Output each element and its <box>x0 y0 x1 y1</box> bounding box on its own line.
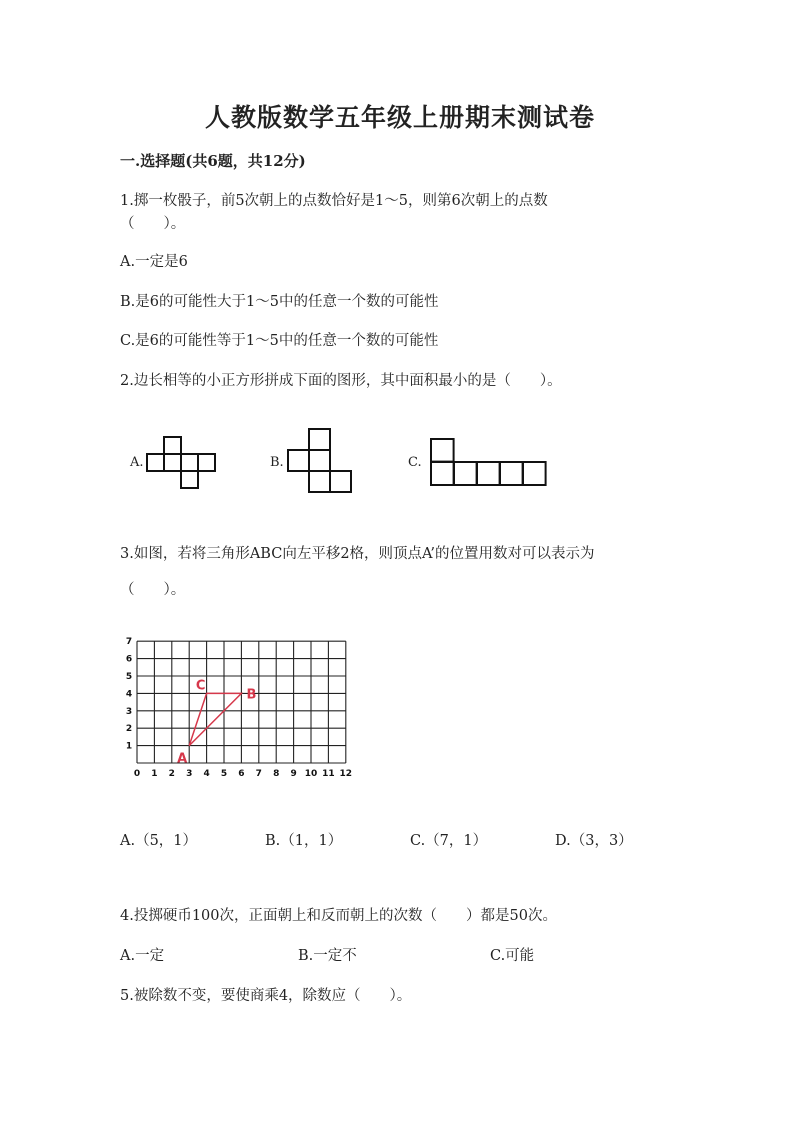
x-tick-label: 6 <box>238 769 245 779</box>
point-label-c: C <box>195 678 206 694</box>
q2-stem: 2.边长相等的小正方形拼成下面的图形，其中面积最小的是（ ）。 <box>120 373 562 389</box>
x-tick-label: 9 <box>290 769 297 779</box>
x-tick-label: 7 <box>255 769 262 779</box>
figure-a <box>147 437 215 488</box>
q5-stem: 5.被除数不变，要使商乘4，除数应（ ）。 <box>120 988 412 1004</box>
point-label-a: A <box>177 751 188 767</box>
x-tick-label: 0 <box>133 769 141 779</box>
q3-option-a: A.（5，1） <box>120 833 198 849</box>
x-tick-label: 3 <box>186 769 193 779</box>
figure-c <box>431 439 546 485</box>
q3-stem-line1: 3.如图，若将三角形ABC向左平移2格，则顶点A’的位置用数对可以表示为 <box>120 546 595 562</box>
x-tick-label: 8 <box>273 769 280 779</box>
x-tick-label: 2 <box>168 769 175 779</box>
section-heading: 一.选择题(共6题，共12分) <box>120 152 306 170</box>
y-tick-label: 5 <box>125 672 133 682</box>
q3-stem-line2: （ ）。 <box>120 582 186 598</box>
q2-label-a: A. <box>130 455 144 470</box>
x-tick-label: 12 <box>339 769 353 779</box>
q2-label-b: B. <box>270 455 284 470</box>
y-tick-label: 4 <box>125 689 133 700</box>
y-tick-label: 1 <box>125 741 133 752</box>
figure-b <box>288 429 351 492</box>
x-tick-label: 10 <box>304 769 318 779</box>
y-tick-label: 2 <box>125 724 133 735</box>
q4-option-b: B.一定不 <box>298 948 357 964</box>
q3-option-d: D.（3，3） <box>555 833 633 849</box>
q4-option-c: C.可能 <box>490 948 535 964</box>
q2-label-c: C. <box>408 455 422 470</box>
page-title: 人教版数学五年级上册期末测试卷 <box>204 103 595 132</box>
q4-option-a: A.一定 <box>120 948 165 964</box>
x-tick-label: 5 <box>220 769 228 779</box>
y-tick-label: 7 <box>125 637 133 648</box>
q1-stem-line2: （ ）。 <box>120 216 186 232</box>
q3-option-c: C.（7，1） <box>410 833 488 849</box>
x-tick-label: 4 <box>203 769 210 779</box>
q1-option-c: C.是6的可能性等于1～5中的任意一个数的可能性 <box>120 333 439 349</box>
y-tick-label: 3 <box>125 706 133 717</box>
q1-stem-line1: 1.掷一枚骰子，前5次朝上的点数恰好是1～5，则第6次朝上的点数 <box>120 193 548 209</box>
q4-stem: 4.投掷硬币100次，正面朝上和反而朝上的次数（ ）都是50次。 <box>120 908 557 924</box>
x-tick-label: 1 <box>151 769 158 779</box>
coordinate-grid-chart <box>110 632 370 792</box>
triangle-abc <box>189 693 241 745</box>
q1-option-b: B.是6的可能性大于1～5中的任意一个数的可能性 <box>120 294 439 310</box>
point-label-b: B <box>246 687 257 703</box>
y-tick-label: 6 <box>125 654 133 665</box>
q1-option-a: A.一定是6 <box>120 254 188 270</box>
x-tick-label: 11 <box>322 769 335 779</box>
q3-option-b: B.（1，1） <box>265 833 343 849</box>
